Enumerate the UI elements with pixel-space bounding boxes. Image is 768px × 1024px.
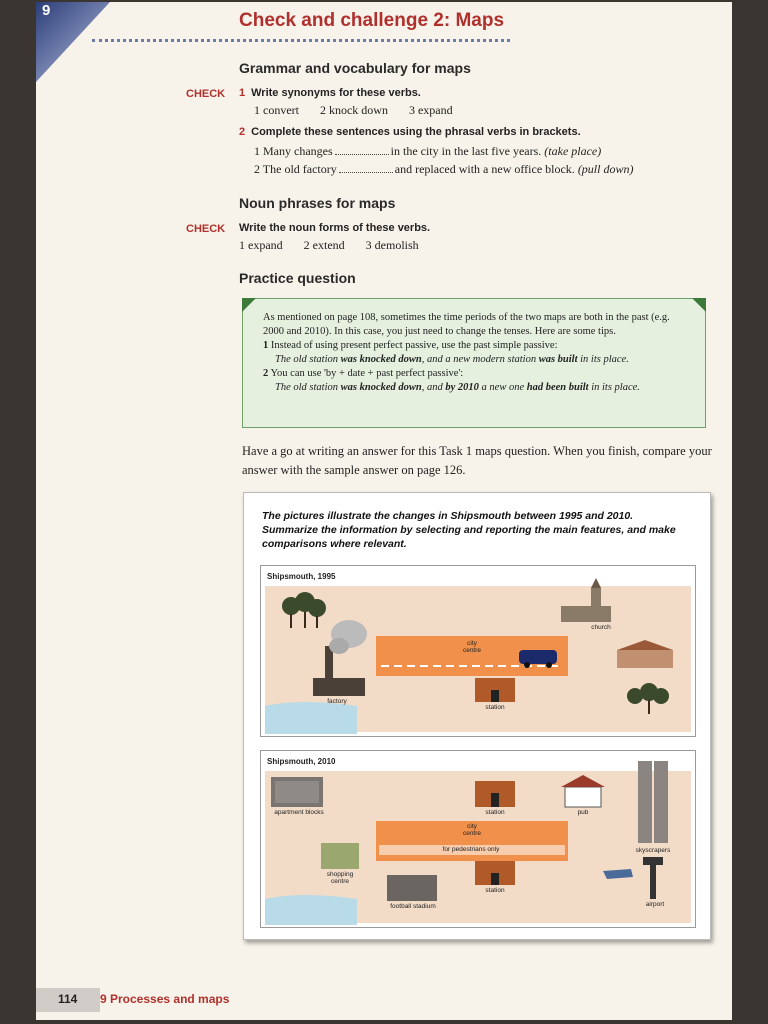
factory-icon <box>313 620 367 696</box>
tip-number: 1 <box>263 340 269 351</box>
answer-item: 3 demolish <box>365 238 419 252</box>
map-title: Shipsmouth, 2010 <box>267 757 336 766</box>
label-shopping-centre: shopping centre <box>326 871 354 885</box>
ex-part: in its place. <box>577 354 629 365</box>
page-number: 114 <box>58 992 78 1006</box>
sentence-end: in the city in the last five years. <box>390 144 542 158</box>
station-icon <box>475 678 515 702</box>
noun-heading: Noun phrases for maps <box>239 195 396 211</box>
label-airport: airport <box>645 901 665 908</box>
tip-text-1: Instead of using present perfect passive, use the past simple passive: <box>270 340 558 351</box>
houses-icon <box>617 640 673 668</box>
answer-blank[interactable] <box>335 154 389 155</box>
question-1 <box>239 87 421 99</box>
tip-corner-decoration <box>692 298 706 312</box>
title-dotted-divider <box>92 39 510 42</box>
label-skyscrapers: skyscrapers <box>635 847 671 854</box>
sentence-hint: (take place) <box>544 144 602 158</box>
ex-part: , and <box>421 382 446 393</box>
ex-part: was knocked down <box>340 382 422 393</box>
label-pedestrians-only: for pedestrians only <box>442 846 500 853</box>
task-prompt: The pictures illustrate the changes in Shipsmouth between 1995 and 2010. Summarize the information by selecting and reporting the main features, and make comparisons where relevant. <box>262 510 676 550</box>
sentence-start: 1 Many changes <box>254 144 333 158</box>
answer-item: 1 expand <box>239 238 283 252</box>
label-football-stadium: football stadium <box>390 903 436 910</box>
sentence-end: and replaced with a new office block. <box>394 162 575 176</box>
answer-blank[interactable] <box>339 172 393 173</box>
station-icon <box>475 781 515 807</box>
ex-part: was built <box>538 354 578 365</box>
water-area <box>265 702 357 734</box>
footer-chapter: 9 Processes and maps <box>100 992 230 1006</box>
instruction-paragraph: Have a go at writing an answer for this Task 1 maps question. When you finish, compare your answer with the sample answer on page 126. <box>242 444 712 477</box>
label-church: church <box>591 624 611 631</box>
tip-box <box>242 298 706 428</box>
tip-text-2: You can use 'by + date + past perfect passive': <box>270 368 464 379</box>
map-2010-illustration <box>261 751 697 929</box>
map-2010 <box>260 750 696 928</box>
shopping-centre-icon <box>321 843 359 869</box>
tip-example-1 <box>263 353 683 367</box>
map-1995 <box>260 565 696 737</box>
label-station-top: station <box>485 809 505 816</box>
ex-part: by 2010 <box>445 382 479 393</box>
ex-part: The old station <box>275 354 341 365</box>
car-icon <box>519 650 557 664</box>
trees-icon <box>282 592 326 628</box>
airport-icon <box>603 857 663 899</box>
station-icon <box>475 861 515 885</box>
label-pub: pub <box>577 809 589 816</box>
map-title: Shipsmouth, 1995 <box>267 572 336 581</box>
trees-icon <box>627 683 669 714</box>
skyscrapers-icon <box>638 761 668 843</box>
tip-text <box>263 311 683 395</box>
label-station-bottom: station <box>485 887 505 894</box>
football-stadium-icon <box>387 875 437 901</box>
sentence-hint: (pull down) <box>577 162 634 176</box>
water-area <box>265 895 357 925</box>
church-icon <box>561 578 611 622</box>
task-box <box>243 492 711 940</box>
ex-part: in its place. <box>588 382 640 393</box>
label-apartment-blocks: apartment blocks <box>274 809 324 816</box>
sentence-start: 2 The old factory <box>254 162 337 176</box>
noun-question: Write the noun forms of these verbs. <box>239 222 431 234</box>
sentence-1 <box>254 144 601 159</box>
answer-item: 2 knock down <box>319 103 388 117</box>
question-number: 1 <box>239 87 246 99</box>
label-factory: factory <box>327 698 347 705</box>
ex-part: a new one <box>478 382 527 393</box>
question-text: Complete these sentences using the phrasal verbs in brackets. <box>251 126 581 138</box>
grammar-heading: Grammar and vocabulary for maps <box>239 60 471 76</box>
tip-1 <box>263 339 683 353</box>
label-city-centre: city centre <box>462 823 482 837</box>
answer-item: 1 convert <box>254 103 299 117</box>
pub-icon <box>561 775 605 807</box>
page-title: Check and challenge 2: Maps <box>239 10 505 31</box>
ex-part: , and a new modern station <box>421 354 539 365</box>
answer-item: 3 expand <box>408 103 453 117</box>
sentence-2 <box>254 162 633 177</box>
tip-2 <box>263 367 683 381</box>
answer-item: 2 extend <box>303 238 345 252</box>
textbook-page <box>36 2 732 1020</box>
apartment-blocks-icon <box>271 777 323 807</box>
label-city-centre: city centre <box>462 640 482 654</box>
check-label: CHECK <box>186 223 226 235</box>
question-number: 2 <box>239 126 246 138</box>
tip-corner-decoration <box>242 298 256 312</box>
tip-example-2 <box>263 381 683 395</box>
label-station: station <box>485 704 505 711</box>
tip-number: 2 <box>263 368 269 379</box>
noun-answer-list <box>239 238 437 253</box>
ex-part: The old station <box>275 382 341 393</box>
question-text: Write synonyms for these verbs. <box>251 87 421 99</box>
check-label: CHECK <box>186 88 226 100</box>
practice-heading: Practice question <box>239 270 356 286</box>
ex-part: had been built <box>526 382 589 393</box>
chapter-number: 9 <box>42 2 51 19</box>
answer-list <box>254 103 471 118</box>
ex-part: was knocked down <box>340 354 422 365</box>
question-2 <box>239 126 581 138</box>
tip-intro: As mentioned on page 108, sometimes the time periods of the two maps are both in the past (e.g. 2000 and 2010). In this case, you just need to change the tenses. Here are some tips. <box>263 312 670 337</box>
